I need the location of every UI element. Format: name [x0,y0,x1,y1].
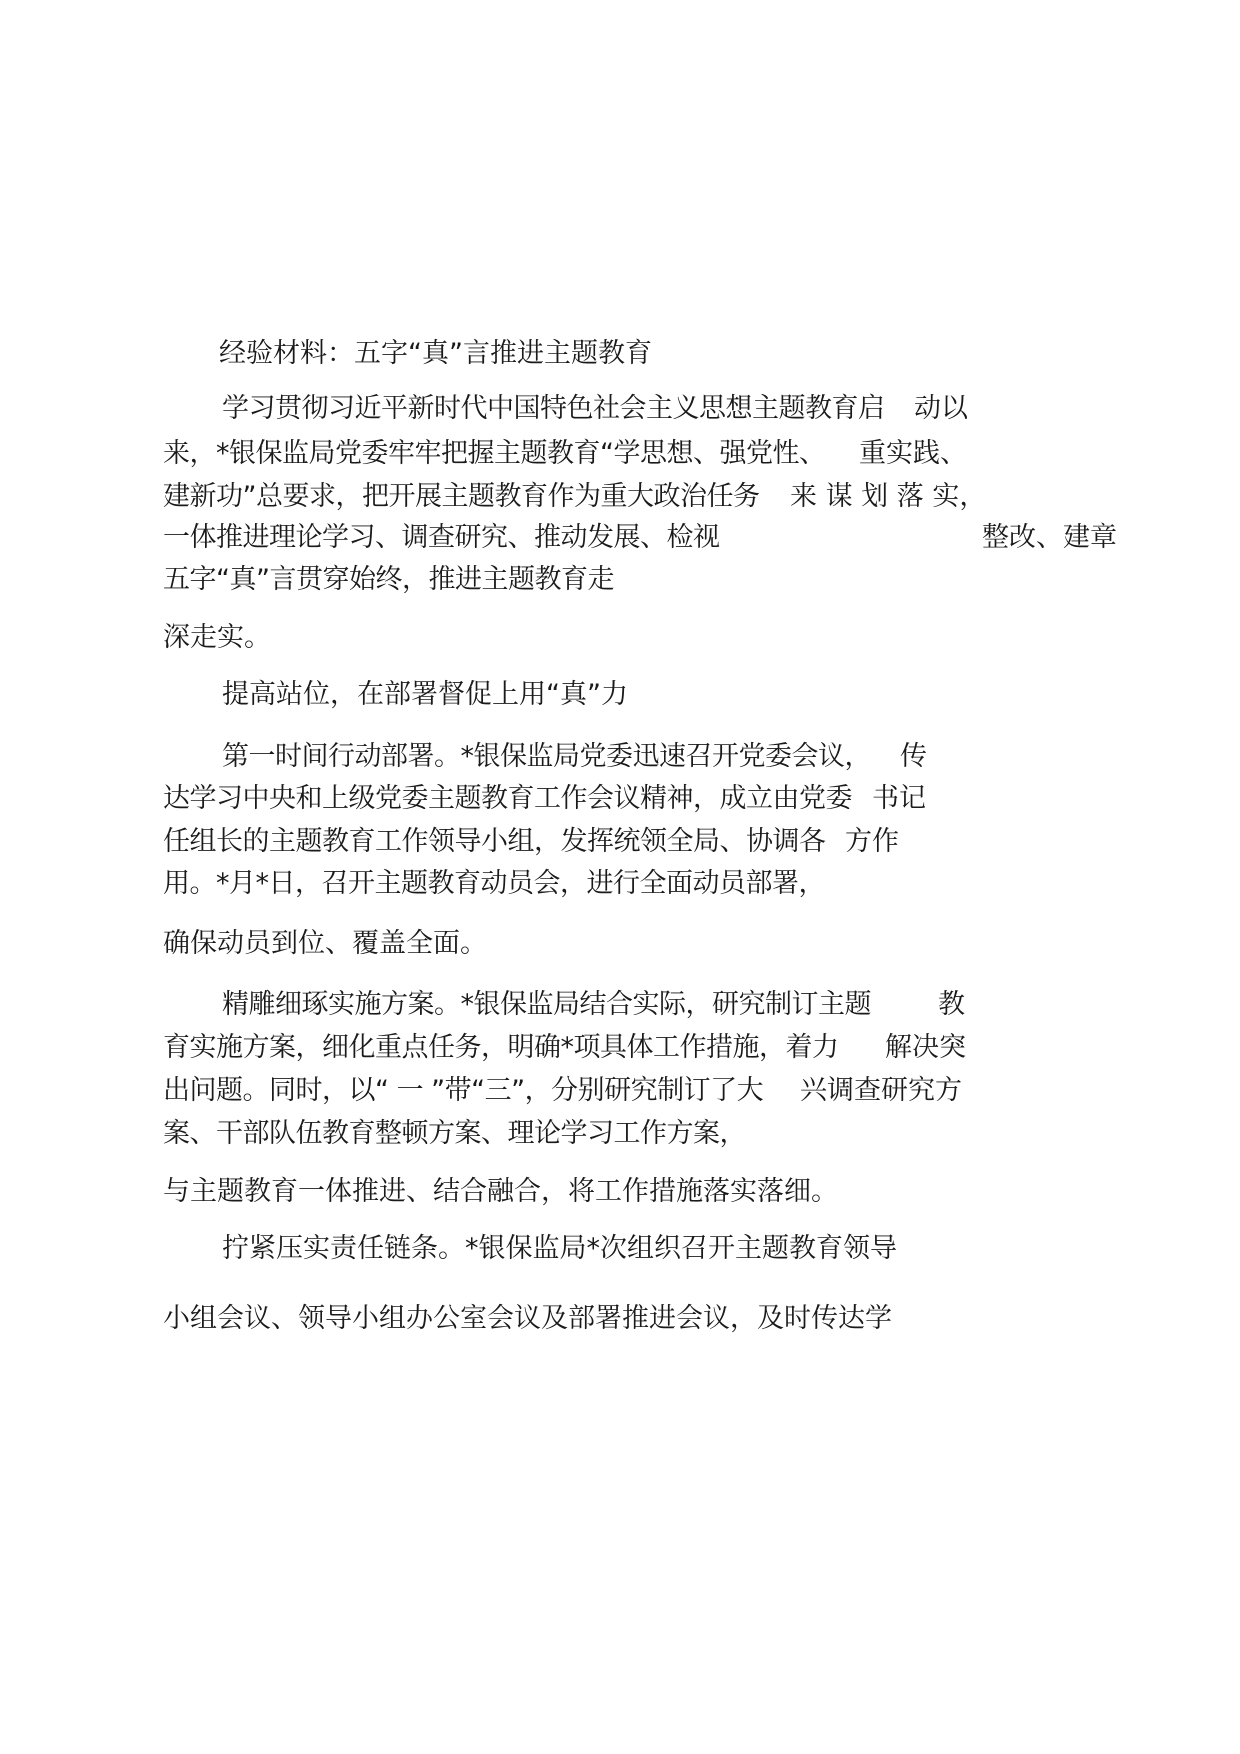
paragraph-line: 解决突 [885,1032,966,1063]
paragraph-line: 精雕细琢实施方案。*银保监局结合实际，研究制订主题 [222,989,871,1020]
paragraph-line: 出问题。同时，以“ 一 ”带“三”，分别研究制订了大 [163,1075,764,1106]
paragraph-line: 深走实。 [163,622,271,653]
paragraph-line: 与主题教育一体推进、结合融合，将工作措施落实落细。 [163,1176,838,1207]
paragraph-line: 来 谋 划 落 实， [790,481,987,512]
paragraph-line: 兴调查研究方 [800,1075,962,1106]
paragraph-line: 五字“真”言贯穿始终，推进主题教育走 [163,564,614,595]
section-heading: 提高站位，在部署督促上用“真”力 [222,679,628,710]
paragraph-line: 拧紧压实责任链条。*银保监局*次组织召开主题教育领导 [222,1233,897,1264]
paragraph-line: 一体推进理论学习、调查研究、推动发展、检视 [163,522,720,553]
document-title: 经验材料：五字“真”言推进主题教育 [219,338,652,369]
paragraph-line: 来，*银保监局党委牢牢把握主题教育“学思想、强党性、 [163,438,826,469]
paragraph-line: 动以 [914,393,968,424]
paragraph-line: 确保动员到位、覆盖全面。 [163,928,487,959]
paragraph-line: 育实施方案，细化重点任务，明确*项具体工作措施，着力 [163,1032,839,1063]
paragraph-line: 教 [938,989,965,1020]
paragraph-line: 案、干部队伍教育整顿方案、理论学习工作方案， [163,1118,746,1149]
paragraph-line: 建新功”总要求，把开展主题教育作为重大政治任务 [163,481,760,512]
paragraph-line: 用。*月*日，召开主题教育动员会，进行全面动员部署， [163,868,825,899]
paragraph-line: 第一时间行动部署。*银保监局党委迅速召开党委会议， [222,741,871,772]
paragraph-line: 方作 [845,826,899,857]
paragraph-line: 学习贯彻习近平新时代中国特色社会主义思想主题教育启 [222,393,885,424]
paragraph-line: 任组长的主题教育工作领导小组，发挥统领全局、协调各 [163,826,826,857]
paragraph-line: 小组会议、领导小组办公室会议及部署推进会议，及时传达学 [163,1303,892,1334]
paragraph-line: 重实践、 [859,438,967,469]
paragraph-line: 传 [900,741,927,772]
paragraph-line: 书记 [872,783,926,814]
paragraph-line: 整改、建章 [982,522,1117,553]
paragraph-line: 达学习中央和上级党委主题教育工作会议精神，成立由党委 [163,783,852,814]
